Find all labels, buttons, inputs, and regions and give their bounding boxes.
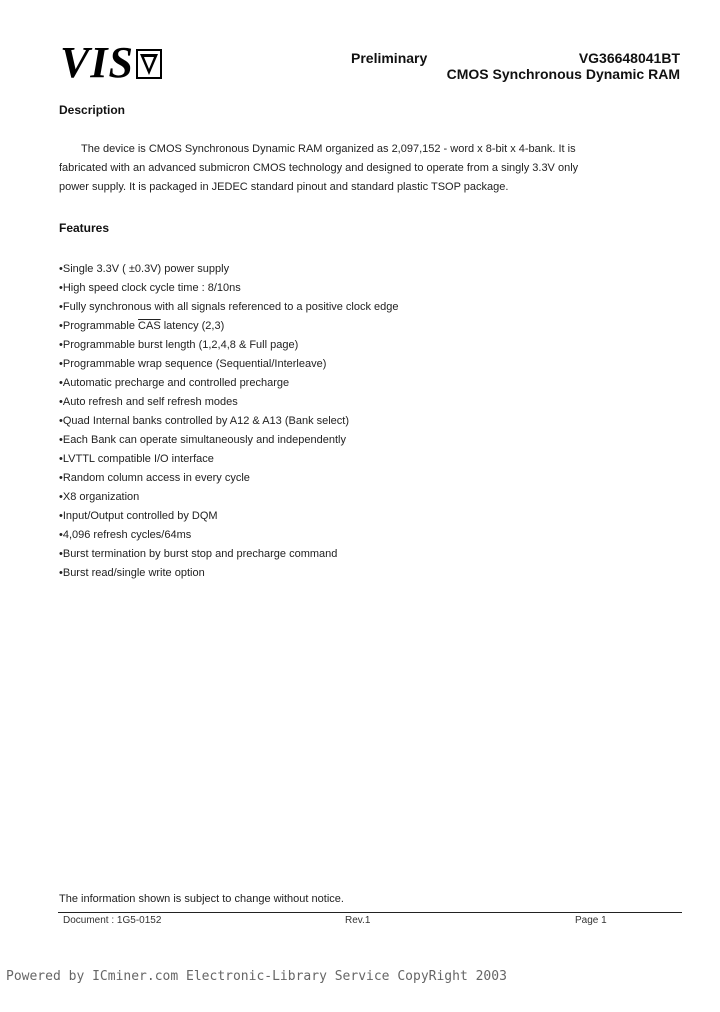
feature-item: •Auto refresh and self refresh modes: [59, 396, 238, 408]
feature-item: •Programmable wrap sequence (Sequential/Interleave): [59, 358, 327, 370]
product-title: CMOS Synchronous Dynamic RAM: [446, 66, 680, 82]
footer-page: Page 1: [575, 915, 607, 926]
feature-item: •Burst termination by burst stop and precharge command: [59, 548, 338, 560]
description-heading: Description: [59, 103, 126, 117]
description-line-2: fabricated with an advanced submicron CMOS technology and designed to operate from a singly 3.3V only: [59, 162, 579, 174]
logo-text: VIS: [60, 38, 134, 87]
change-notice: The information shown is subject to change without notice.: [59, 893, 344, 905]
cas-overlined: $\overline{CAS}$: [138, 320, 161, 332]
feature-item: •Automatic precharge and controlled precharge: [59, 377, 290, 389]
feature-item: •Single 3.3V ( ±0.3V) power supply: [59, 263, 230, 275]
feature-item: •Programmable burst length (1,2,4,8 & Full page): [59, 339, 299, 351]
description-line-3: power supply. It is packaged in JEDEC standard pinout and standard plastic TSOP package.: [59, 181, 509, 193]
footer-document: Document : 1G5-0152: [63, 915, 162, 926]
logo-triangle-icon: [136, 49, 162, 79]
feature-item: •High speed clock cycle time : 8/10ns: [59, 282, 241, 294]
part-number: VG36648041BT: [578, 50, 680, 66]
feature-item-cas-latency: [59, 317, 399, 336]
feature-item: •Input/Output controlled by DQM: [59, 510, 218, 522]
features-list: [59, 260, 399, 583]
features-heading: Features: [59, 221, 110, 235]
vis-logo: [60, 38, 162, 87]
cas-prefix: •Programmable: [59, 320, 139, 332]
feature-item: •Quad Internal banks controlled by A12 & A13 (Bank select): [59, 415, 350, 427]
cas-suffix: latency (2,3): [160, 320, 225, 332]
feature-item: •Fully synchronous with all signals referenced to a positive clock edge: [59, 301, 399, 313]
preliminary-label: Preliminary: [351, 50, 428, 66]
feature-item: •Random column access in every cycle: [59, 472, 250, 484]
feature-item: •Each Bank can operate simultaneously and independently: [59, 434, 346, 446]
footer-revision: Rev.1: [345, 915, 371, 926]
footer-divider: [58, 912, 682, 913]
description-line-1: The device is CMOS Synchronous Dynamic RAM organized as 2,097,152 - word x 8-bit x 4-bank. It is: [81, 143, 576, 155]
feature-item: •4,096 refresh cycles/64ms: [59, 529, 192, 541]
feature-item: •Burst read/single write option: [59, 567, 205, 579]
watermark-text: Powered by ICminer.com Electronic-Library Service CopyRight 2003: [6, 969, 507, 984]
feature-item: •X8 organization: [59, 491, 140, 503]
feature-item: •LVTTL compatible I/O interface: [59, 453, 214, 465]
